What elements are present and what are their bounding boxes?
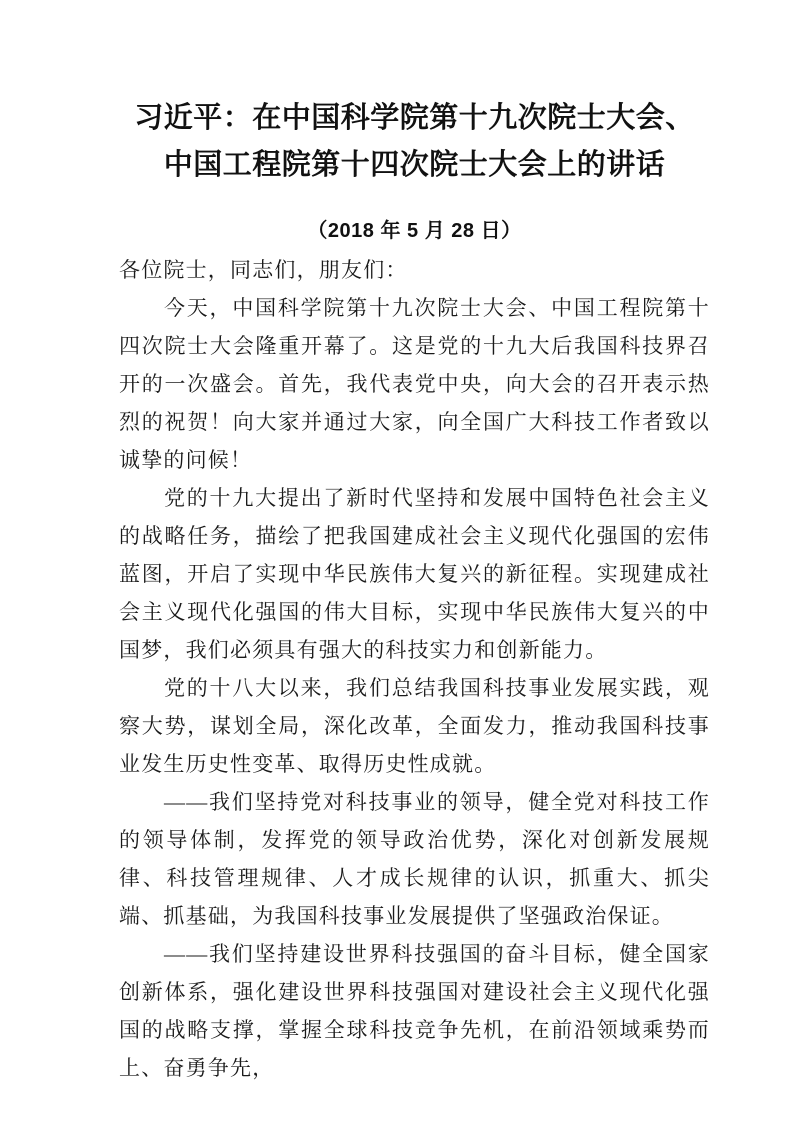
document-title (119, 95, 710, 189)
paragraph-party-leadership: ——我们坚持党对科技事业的领导，健全党对科技工作的领导体制，发挥党的领导政治优势，深化对创新发展规律、科技管理规律、人才成长规律的认识，抓重大、抓尖端、抓基础，为我国科技事业发展提供了坚强政治保证。 (119, 790, 710, 928)
document-title-line-2: 中国工程院第十四次院士大会上的讲话 (163, 149, 666, 181)
paragraph-opening: 今天，中国科学院第十九次院士大会、中国工程院第十四次院士大会隆重开幕了。这是党的十九大后我国科技界召开的一次盛会。首先，我代表党中央，向大会的召开表示热烈的祝贺！向大家并通过大家，向全国广大科技工作者致以诚挚的问候！ (119, 296, 710, 472)
paragraph-19th-congress: 党的十九大提出了新时代坚持和发展中国特色社会主义的战略任务，描绘了把我国建成社会主义现代化强国的宏伟蓝图，开启了实现中华民族伟大复兴的新征程。实现建成社会主义现代化强国的伟大目标，实现中华民族伟大复兴的中国梦，我们必须具有强大的科技实力和创新能力。 (119, 486, 710, 662)
document-title-line-1: 习近平：在中国科学院第十九次院士大会、 (134, 102, 695, 134)
document-body (119, 251, 710, 1087)
paragraph-18th-congress: 党的十八大以来，我们总结我国科技事业发展实践，观察大势，谋划全局，深化改革，全面发力，推动我国科技事业发生历史性变革、取得历史性成就。 (119, 676, 710, 776)
paragraph-sci-tech-power-goal: ——我们坚持建设世界科技强国的奋斗目标，健全国家创新体系，强化建设世界科技强国对建设社会主义现代化强国的战略支撑，掌握全球科技竞争先机，在前沿领域乘势而上、奋勇争先， (119, 942, 710, 1080)
paragraph-salutation: 各位院士，同志们，朋友们： (119, 258, 408, 282)
document-date: （2018 年 5 月 28 日） (307, 220, 522, 242)
